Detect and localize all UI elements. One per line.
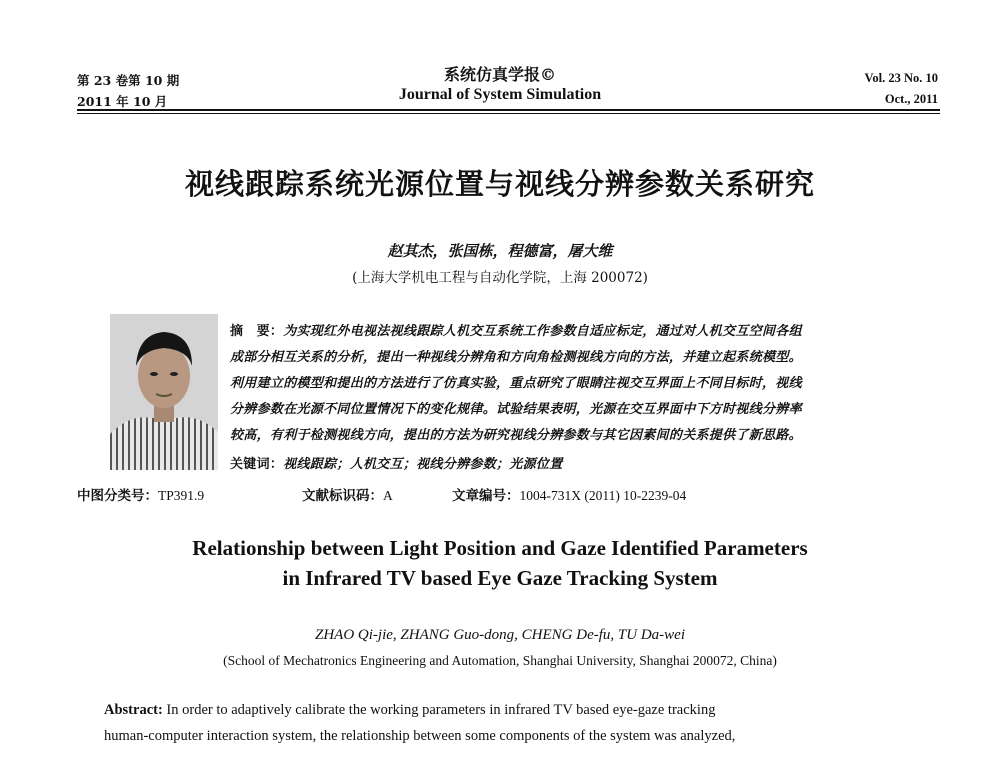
header-rule-thin [77,113,940,114]
author-portrait-image [110,314,218,470]
paper-title-cn: 视线跟踪系统光源位置与视线分辨参数关系研究 [184,167,815,201]
author-photo [110,314,218,470]
abstract-cn-label: 摘 要： [230,324,284,339]
abstract-cn-line: 成部分相互关系的分析，提出一种视线分辨角和方向角检测视线方向的方法，并建立起系统模型。 [230,350,802,365]
clc-number: 中图分类号：TP391.9 [77,488,205,504]
volume-issue-en: Vol. 23 No. 10 [864,71,938,85]
abstract-en-line: Abstract: In order to adaptively calibrate the working parameters in infrared TV based eye-gaze tracking [104,702,716,718]
abstract-en-label: Abstract: [104,702,163,718]
abstract-cn-line: 较高，有利于检测视线方向，提出的方法为研究视线分辨参数与其它因素间的关系提供了新思路。 [230,428,802,443]
date-cn: 2011 年 10 月 [77,94,168,109]
paper-title-en-line1: Relationship between Light Position and Gaze Identified Parameters [192,536,808,560]
document-code: 文献标识码：A [302,488,393,504]
date-en: Oct., 2011 [884,92,938,106]
affiliation-cn: (上海大学机电工程与自动化学院，上海 200072) [352,270,648,286]
abstract-cn-line: 分辨参数在光源不同位置情况下的变化规律。试验结果表明，光源在交互界面中下方时视线分辨率 [230,402,802,417]
keywords-cn-label: 关键词： [230,457,284,472]
authors-en: ZHAO Qi-jie, ZHANG Guo-dong, CHENG De-fu, TU Da-wei [315,627,685,643]
keywords-cn [230,453,563,472]
keywords-cn-text: 视线跟踪；人机交互；视线分辨参数；光源位置 [283,457,563,472]
header-rule-thick [77,109,940,111]
journal-name-cn: 系统仿真学报© [443,65,556,84]
journal-name-en: Journal of System Simulation [398,86,602,103]
abstract-cn-line: 摘 要：为实现红外电视法视线跟踪人机交互系统工作参数自适应标定，通过对人机交互空间各组 [230,324,802,339]
abstract-en-line: human-computer interaction system, the relationship between some components of the system was analyzed, [104,728,736,744]
authors-cn: 赵其杰，张国栋，程德富，屠大维 [387,242,613,260]
volume-issue-cn: 第 23 卷第 10 期 [77,73,180,88]
affiliation-en: (School of Mechatronics Engineering and Automation, Shanghai University, Shanghai 200072, China) [223,653,777,668]
abstract-cn-line: 利用建立的模型和提出的方法进行了仿真实验，重点研究了眼睛注视交互界面上不同目标时，视线 [230,376,802,391]
paper-title-en-line2: in Infrared TV based Eye Gaze Tracking System [282,566,718,590]
article-number: 文章编号：1004-731X (2011) 10-2239-04 [452,488,687,504]
